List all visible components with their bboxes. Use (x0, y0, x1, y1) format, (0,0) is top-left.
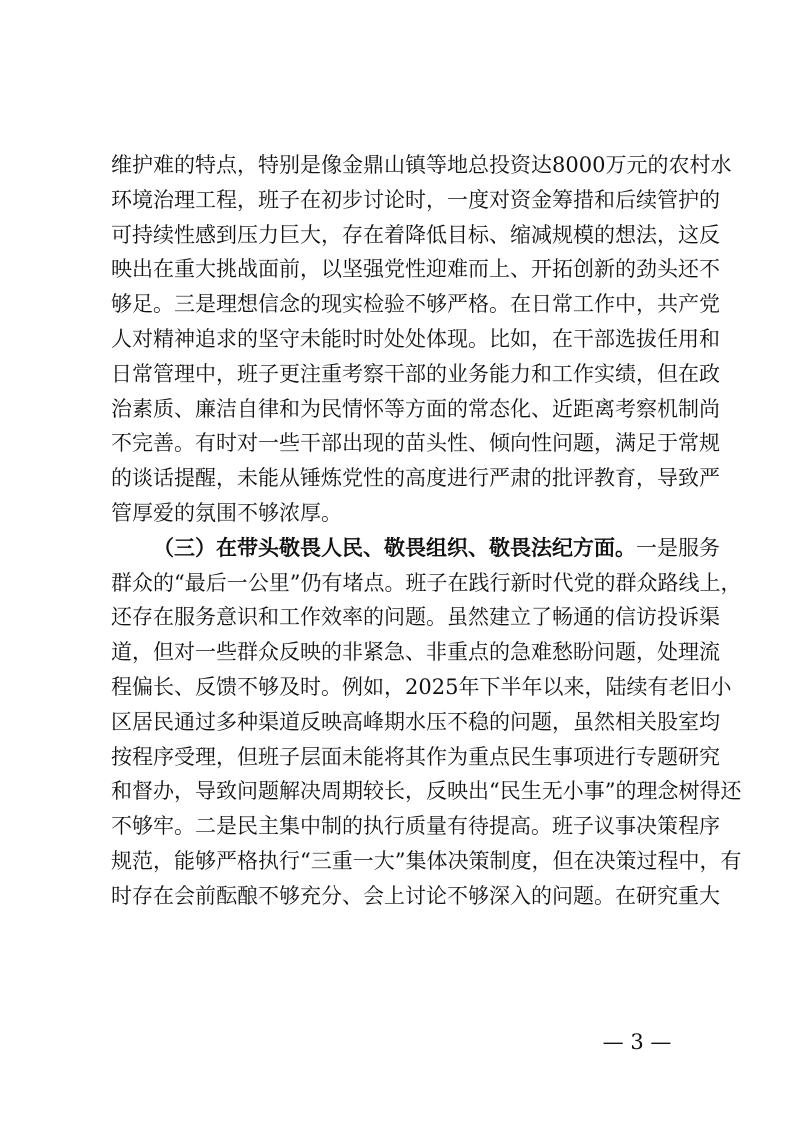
text-line: 人对精神追求的坚守未能时时处处体现。比如，在干部选拔任用和 (111, 326, 720, 351)
text-line: 还存在服务意识和工作效率的问题。虽然建立了畅通的信访投诉渠 (111, 605, 720, 630)
section-heading-line (111, 531, 720, 566)
text-line: 按程序受理，但班子层面未能将其作为重点民生事项进行专题研究 (111, 744, 720, 769)
section-heading: （三）在带头敬畏人民、敬畏组织、敬畏法纪方面。 (153, 534, 636, 560)
text-line: 环境治理工程，班子在初步讨论时，一度对资金筹措和后续管护的 (111, 187, 720, 212)
text-line: 不完善。有时对一些干部出现的苗头性、倾向性问题，满足于常规 (111, 431, 720, 456)
text-line: 区居民通过多种渠道反映高峰期水压不稳的问题，虽然相关股室均 (111, 709, 720, 734)
text-line: 道，但对一些群众反映的非紧急、非重点的急难愁盼问题，处理流 (111, 640, 720, 665)
text-line: 可持续性感到压力巨大，存在着降低目标、缩减规模的想法，这反 (111, 222, 720, 247)
text-line: 够足。三是理想信念的现实检验不够严格。在日常工作中，共产党 (111, 292, 720, 317)
text-line: 程偏长、反馈不够及时。例如，2025年下半年以来，陆续有老旧小 (111, 674, 732, 699)
text-line: 维护难的特点，特别是像金鼎山镇等地总投资达8000万元的农村水 (111, 153, 732, 177)
text-line: 时存在会前酝酿不够充分、会上讨论不够深入的问题。在研究重大 (111, 883, 720, 908)
text-line: 日常管理中，班子更注重考察干部的业务能力和工作实绩，但在政 (111, 361, 720, 386)
text-line: 和督办，导致问题解决周期较长，反映出“民生无小事”的理念树得还 (111, 779, 742, 804)
section-heading-continuation: 一是服务 (636, 535, 720, 560)
text-line: 群众的“最后一公里”仍有堵点。班子在践行新时代党的群众路线上， (111, 570, 742, 595)
text-line: 映出在重大挑战面前，以坚强党性迎难而上、开拓创新的劲头还不 (111, 257, 720, 282)
text-line: 管厚爱的氛围不够浓厚。 (111, 500, 342, 525)
text-line: 的谈话提醒，未能从锤炼党性的高度进行严肃的批评教育，导致严 (111, 466, 720, 491)
text-line: 不够牢。二是民主集中制的执行质量有待提高。班子议事决策程序 (111, 814, 720, 839)
text-line: 治素质、廉洁自律和为民情怀等方面的常态化、近距离考察机制尚 (111, 396, 720, 421)
text-line: 规范，能够严格执行“三重一大”集体决策制度，但在决策过程中，有 (111, 848, 742, 873)
page-number: — 3 — (602, 1030, 672, 1054)
body-text (111, 148, 742, 914)
